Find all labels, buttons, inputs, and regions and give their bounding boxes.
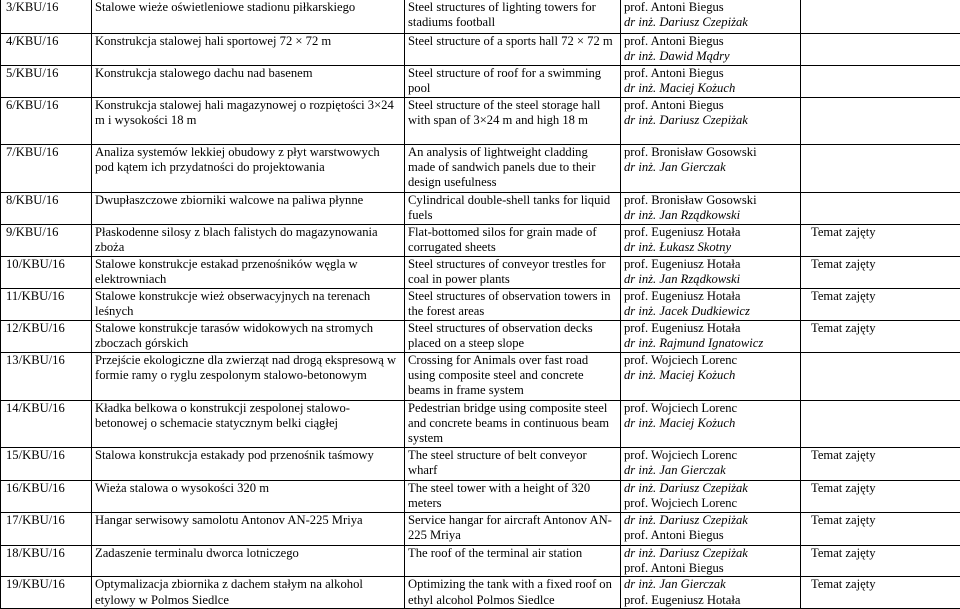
topic-title-en: Steel structures of observation towers in the forest areas [405, 289, 621, 321]
topic-row [1, 193, 960, 225]
topic-supervisors [621, 225, 801, 257]
topic-title-en: The steel tower with a height of 320 meters [405, 481, 621, 513]
topic-title-en: Cylindrical double-shell tanks for liquid fuels [405, 193, 621, 225]
topic-supervisors [621, 34, 801, 66]
topic-status: Temat zajęty [801, 225, 960, 257]
assistant-supervisor-name: prof. Wojciech Lorenc [624, 496, 797, 511]
topic-status [801, 34, 960, 66]
topic-supervisors [621, 145, 801, 193]
assistant-supervisor-name: dr inż. Maciej Kożuch [624, 416, 797, 431]
assistant-supervisor-name: dr inż. Łukasz Skotny [624, 240, 797, 255]
topic-code: 3/KBU/16 [1, 0, 92, 34]
supervisor-name: prof. Eugeniusz Hotała [624, 289, 797, 304]
supervisor-name: prof. Eugeniusz Hotała [624, 257, 797, 272]
topic-title-en: Crossing for Animals over fast road using composite steel and concrete beams in frame system [405, 353, 621, 401]
topic-code: 15/KBU/16 [1, 448, 92, 481]
topic-title-pl: Konstrukcja stalowej hali sportowej 72 × 72 m [92, 34, 405, 66]
topic-title-pl: Konstrukcja stalowej hali magazynowej o rozpiętości 3×24 m i wysokości 18 m [92, 98, 405, 145]
topic-code: 6/KBU/16 [1, 98, 92, 145]
topic-title-pl: Dwupłaszczowe zbiorniki walcowe na paliwa płynne [92, 193, 405, 225]
supervisor-name: prof. Antoni Biegus [624, 98, 797, 113]
topic-code: 11/KBU/16 [1, 289, 92, 321]
topic-title-pl: Stalowe konstrukcje estakad przenośników węgla w elektrowniach [92, 257, 405, 289]
topic-title-en: Steel structure of a sports hall 72 × 72 m [405, 34, 621, 66]
topic-title-en: Steel structure of roof for a swimming pool [405, 66, 621, 98]
topic-title-pl: Stalowe konstrukcje tarasów widokowych na stromych zboczach górskich [92, 321, 405, 353]
topic-title-pl: Płaskodenne silosy z blach falistych do magazynowania zboża [92, 225, 405, 257]
topic-title-en: Optimizing the tank with a fixed roof on ethyl alcohol Polmos Siedlce [405, 577, 621, 609]
topic-title-pl: Stalowe konstrukcje wież obserwacyjnych na terenach leśnych [92, 289, 405, 321]
topic-code: 7/KBU/16 [1, 145, 92, 193]
topic-status [801, 353, 960, 401]
supervisor-name: dr inż. Dariusz Czepiżak [624, 513, 797, 528]
topic-row [1, 145, 960, 193]
supervisor-name: prof. Wojciech Lorenc [624, 448, 797, 463]
supervisor-name: prof. Eugeniusz Hotała [624, 225, 797, 240]
topic-supervisors [621, 257, 801, 289]
topic-row [1, 353, 960, 401]
topic-row [1, 257, 960, 289]
topic-title-en: The roof of the terminal air station [405, 546, 621, 577]
assistant-supervisor-name: dr inż. Dariusz Czepiżak [624, 113, 797, 128]
topic-title-en: An analysis of lightweight cladding made of sandwich panels due to their design usefulness [405, 145, 621, 193]
topic-title-en: Steel structures of conveyor trestles for coal in power plants [405, 257, 621, 289]
topic-status: Temat zajęty [801, 289, 960, 321]
topic-code: 10/KBU/16 [1, 257, 92, 289]
topic-row [1, 321, 960, 353]
supervisor-name: prof. Eugeniusz Hotała [624, 321, 797, 336]
supervisor-name: prof. Bronisław Gosowski [624, 145, 797, 160]
supervisor-name: prof. Antoni Biegus [624, 66, 797, 81]
topic-supervisors [621, 513, 801, 546]
topic-row [1, 98, 960, 145]
topic-status [801, 401, 960, 448]
topic-code: 13/KBU/16 [1, 353, 92, 401]
topic-supervisors [621, 0, 801, 34]
topic-status: Temat zajęty [801, 513, 960, 546]
topic-status [801, 98, 960, 145]
topic-supervisors [621, 481, 801, 513]
topic-code: 4/KBU/16 [1, 34, 92, 66]
assistant-supervisor-name: prof. Antoni Biegus [624, 528, 797, 543]
supervisor-name: prof. Wojciech Lorenc [624, 401, 797, 416]
topic-title-en: The steel structure of belt conveyor wharf [405, 448, 621, 481]
supervisor-name: dr inż. Jan Gierczak [624, 577, 797, 592]
topic-row [1, 66, 960, 98]
topic-title-en: Pedestrian bridge using composite steel and concrete beams in continuous beam system [405, 401, 621, 448]
topic-supervisors [621, 353, 801, 401]
topic-supervisors [621, 193, 801, 225]
topic-row [1, 225, 960, 257]
topic-row [1, 546, 960, 577]
topic-status [801, 193, 960, 225]
topic-row [1, 577, 960, 609]
topic-supervisors [621, 546, 801, 577]
supervisor-name: prof. Antoni Biegus [624, 34, 797, 49]
topic-supervisors [621, 289, 801, 321]
topic-row [1, 513, 960, 546]
topic-row [1, 401, 960, 448]
topic-supervisors [621, 401, 801, 448]
assistant-supervisor-name: dr inż. Dariusz Czepiżak [624, 15, 797, 30]
assistant-supervisor-name: dr inż. Dawid Mądry [624, 49, 797, 64]
topic-code: 12/KBU/16 [1, 321, 92, 353]
topic-title-pl: Optymalizacja zbiornika z dachem stałym na alkohol etylowy w Polmos Siedlce [92, 577, 405, 609]
topic-row [1, 481, 960, 513]
topic-status: Temat zajęty [801, 481, 960, 513]
topic-title-en: Flat-bottomed silos for grain made of corrugated sheets [405, 225, 621, 257]
topic-title-en: Service hangar for aircraft Antonov AN-225 Mriya [405, 513, 621, 546]
topic-row [1, 448, 960, 481]
topic-code: 19/KBU/16 [1, 577, 92, 609]
assistant-supervisor-name: dr inż. Maciej Kożuch [624, 81, 797, 96]
topic-status: Temat zajęty [801, 448, 960, 481]
topic-row [1, 0, 960, 34]
topic-code: 8/KBU/16 [1, 193, 92, 225]
assistant-supervisor-name: dr inż. Jan Gierczak [624, 463, 797, 478]
supervisor-name: prof. Wojciech Lorenc [624, 353, 797, 368]
thesis-topics-body [1, 0, 960, 609]
topic-title-pl: Zadaszenie terminalu dworca lotniczego [92, 546, 405, 577]
topic-supervisors [621, 577, 801, 609]
topic-supervisors [621, 448, 801, 481]
topic-code: 5/KBU/16 [1, 66, 92, 98]
topic-status [801, 0, 960, 34]
assistant-supervisor-name: dr inż. Rajmund Ignatowicz [624, 336, 797, 351]
assistant-supervisor-name: prof. Eugeniusz Hotała [624, 593, 797, 608]
assistant-supervisor-name: dr inż. Maciej Kożuch [624, 368, 797, 383]
supervisor-name: dr inż. Dariusz Czepiżak [624, 481, 797, 496]
topic-supervisors [621, 66, 801, 98]
topic-title-pl: Kładka belkowa o konstrukcji zespolonej stalowo-betonowej o schemacie statycznym belki ciągłej [92, 401, 405, 448]
topic-row [1, 289, 960, 321]
topic-supervisors [621, 98, 801, 145]
supervisor-name: prof. Antoni Biegus [624, 0, 797, 15]
topic-title-pl: Analiza systemów lekkiej obudowy z płyt warstwowych pod kątem ich przydatności do projektowania [92, 145, 405, 193]
topic-status: Temat zajęty [801, 577, 960, 609]
topic-supervisors [621, 321, 801, 353]
assistant-supervisor-name: dr inż. Jan Rządkowski [624, 208, 797, 223]
topic-code: 17/KBU/16 [1, 513, 92, 546]
assistant-supervisor-name: prof. Antoni Biegus [624, 561, 797, 576]
topic-title-pl: Stalowe wieże oświetleniowe stadionu piłkarskiego [92, 0, 405, 34]
topic-status: Temat zajęty [801, 257, 960, 289]
topic-status: Temat zajęty [801, 321, 960, 353]
topic-title-en: Steel structures of observation decks placed on a steep slope [405, 321, 621, 353]
topic-title-pl: Przejście ekologiczne dla zwierząt nad drogą ekspresową w formie ramy o ryglu zespolonym stalowo-betonowym [92, 353, 405, 401]
topic-status [801, 145, 960, 193]
topic-status: Temat zajęty [801, 546, 960, 577]
supervisor-name: prof. Bronisław Gosowski [624, 193, 797, 208]
topic-code: 14/KBU/16 [1, 401, 92, 448]
topic-row [1, 34, 960, 66]
topic-code: 18/KBU/16 [1, 546, 92, 577]
topic-title-en: Steel structure of the steel storage hall with span of 3×24 m and high 18 m [405, 98, 621, 145]
topic-title-pl: Konstrukcja stalowego dachu nad basenem [92, 66, 405, 98]
topic-title-en: Steel structures of lighting towers for stadiums football [405, 0, 621, 34]
topic-code: 16/KBU/16 [1, 481, 92, 513]
topic-code: 9/KBU/16 [1, 225, 92, 257]
assistant-supervisor-name: dr inż. Jacek Dudkiewicz [624, 304, 797, 319]
assistant-supervisor-name: dr inż. Jan Rządkowski [624, 272, 797, 287]
topic-title-pl: Hangar serwisowy samolotu Antonov AN-225 Mriya [92, 513, 405, 546]
topic-title-pl: Stalowa konstrukcja estakady pod przenośnik taśmowy [92, 448, 405, 481]
topic-status [801, 66, 960, 98]
topic-title-pl: Wieża stalowa o wysokości 320 m [92, 481, 405, 513]
assistant-supervisor-name: dr inż. Jan Gierczak [624, 160, 797, 175]
supervisor-name: dr inż. Dariusz Czepiżak [624, 546, 797, 561]
